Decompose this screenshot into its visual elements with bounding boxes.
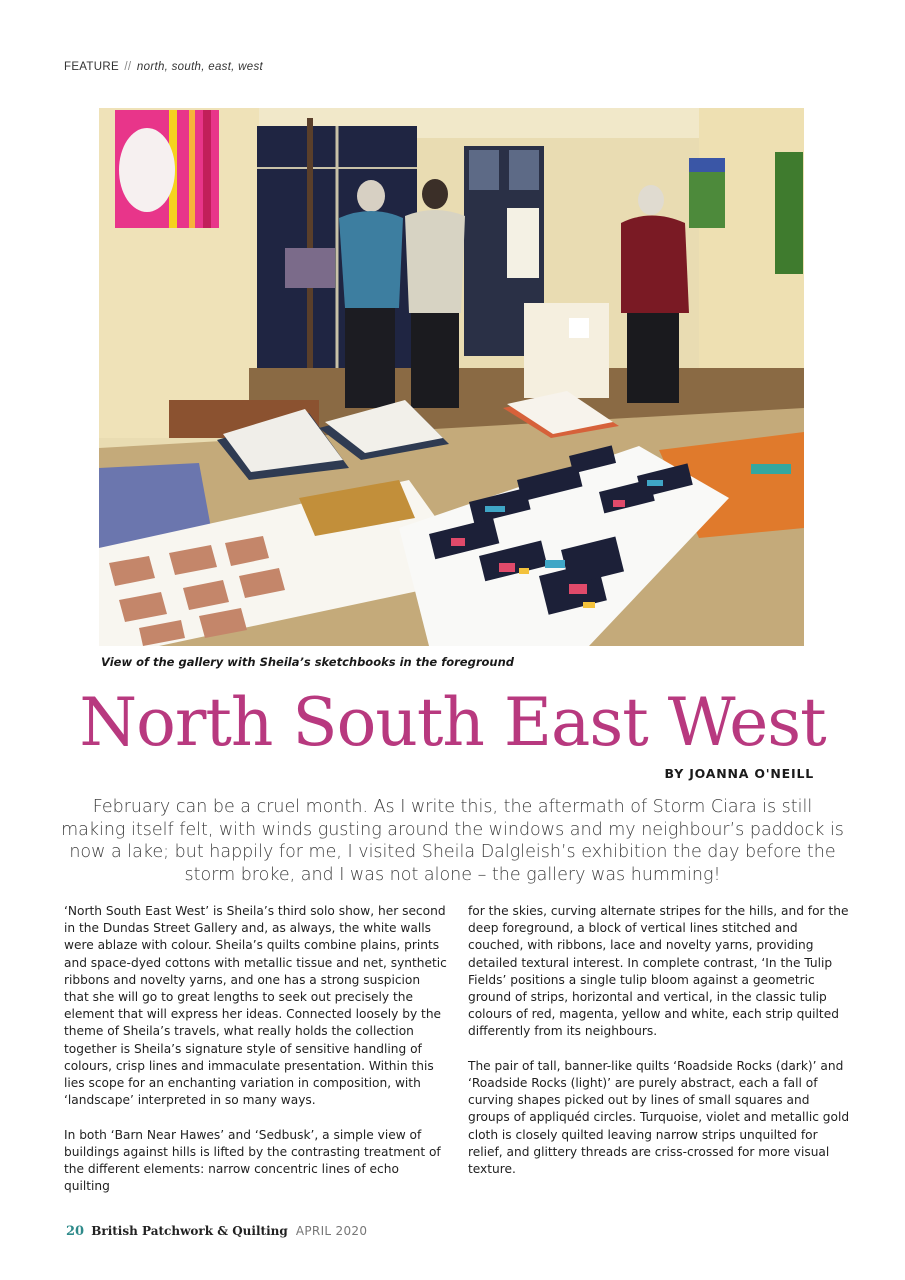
gallery-photo: [99, 108, 804, 646]
body-column-left: [64, 903, 448, 1213]
body-paragraph: ‘North South East West’ is Sheila’s third solo show, her second in the Dundas Street Gallery and, as always, the white walls were ablaze with colour. Sheila’s quilts combine plains, prints and space-dyed cottons with metallic tissue and net, synthetic ribbons and novelty yarns, and one has a strong suspicion that she will go to great lengths to seek out precisely the element that will express her ideas. Connected loosely by the theme of Sheila’s travels, what really holds the collection together is Sheila’s signature style of sensitive handling of colours, crisp lines and immaculate presentation. Within this lies scope for an enchanting variation in composition, with ‘landscape’ interpreted in so many ways.: [64, 904, 447, 1108]
body-paragraph: for the skies, curving alternate stripes for the hills, and for the deep foreground, a block of vertical lines stitched and couched, with ribbons, lace and novelty yarns, providing detailed textural interest. In complete contrast, ‘In the Tulip Fields’ positions a single tulip bloom against a geometric ground of strips, horizontal and vertical, in the classic tulip colours of red, magenta, yellow and white, each strip quilted differently from its neighbours.: [468, 904, 849, 1039]
body-column-right: [468, 903, 852, 1195]
section-subtitle: north, south, east, west: [136, 61, 264, 73]
issue-date: APRIL 2020: [295, 1224, 368, 1238]
body-paragraph: The pair of tall, banner-like quilts ‘Roadside Rocks (dark)’ and ‘Roadside Rocks (light)’ are purely abstract, each a fall of curving shapes picked out by lines of small squares and groups of appliquéd circles. Turquoise, violet and metallic gold cloth is closely quilted leaving narrow strips unquilted for relief, and glittery threads are criss-crossed for more visual texture.: [468, 1058, 850, 1177]
byline: BY JOANNA O'NEILL: [664, 766, 814, 781]
article-title: North South East West: [79, 684, 826, 761]
standfirst: February can be a cruel month. As I write this, the aftermath of Storm Ciara is still making itself felt, with winds gusting around the windows and my neighbour’s paddock is now a lake; but happily for me, I visited Sheila Dalgleish’s exhibition the day before the storm broke, and I was not alone – the gallery was humming!: [61, 797, 844, 885]
section-name: FEATURE: [64, 61, 119, 73]
page-footer: [66, 1224, 367, 1239]
magazine-name: British Patchwork & Quilting: [91, 1224, 288, 1238]
page-number: 20: [66, 1224, 85, 1239]
photo-caption: View of the gallery with Sheila’s sketchbooks in the foreground: [101, 655, 515, 669]
body-paragraph: In both ‘Barn Near Hawes’ and ‘Sedbusk’, a simple view of buildings against hills is lifted by the contrasting treatment of the different elements: narrow concentric lines of echo quilting: [64, 1127, 441, 1194]
section-separator: //: [124, 61, 132, 73]
section-label: [64, 61, 263, 73]
